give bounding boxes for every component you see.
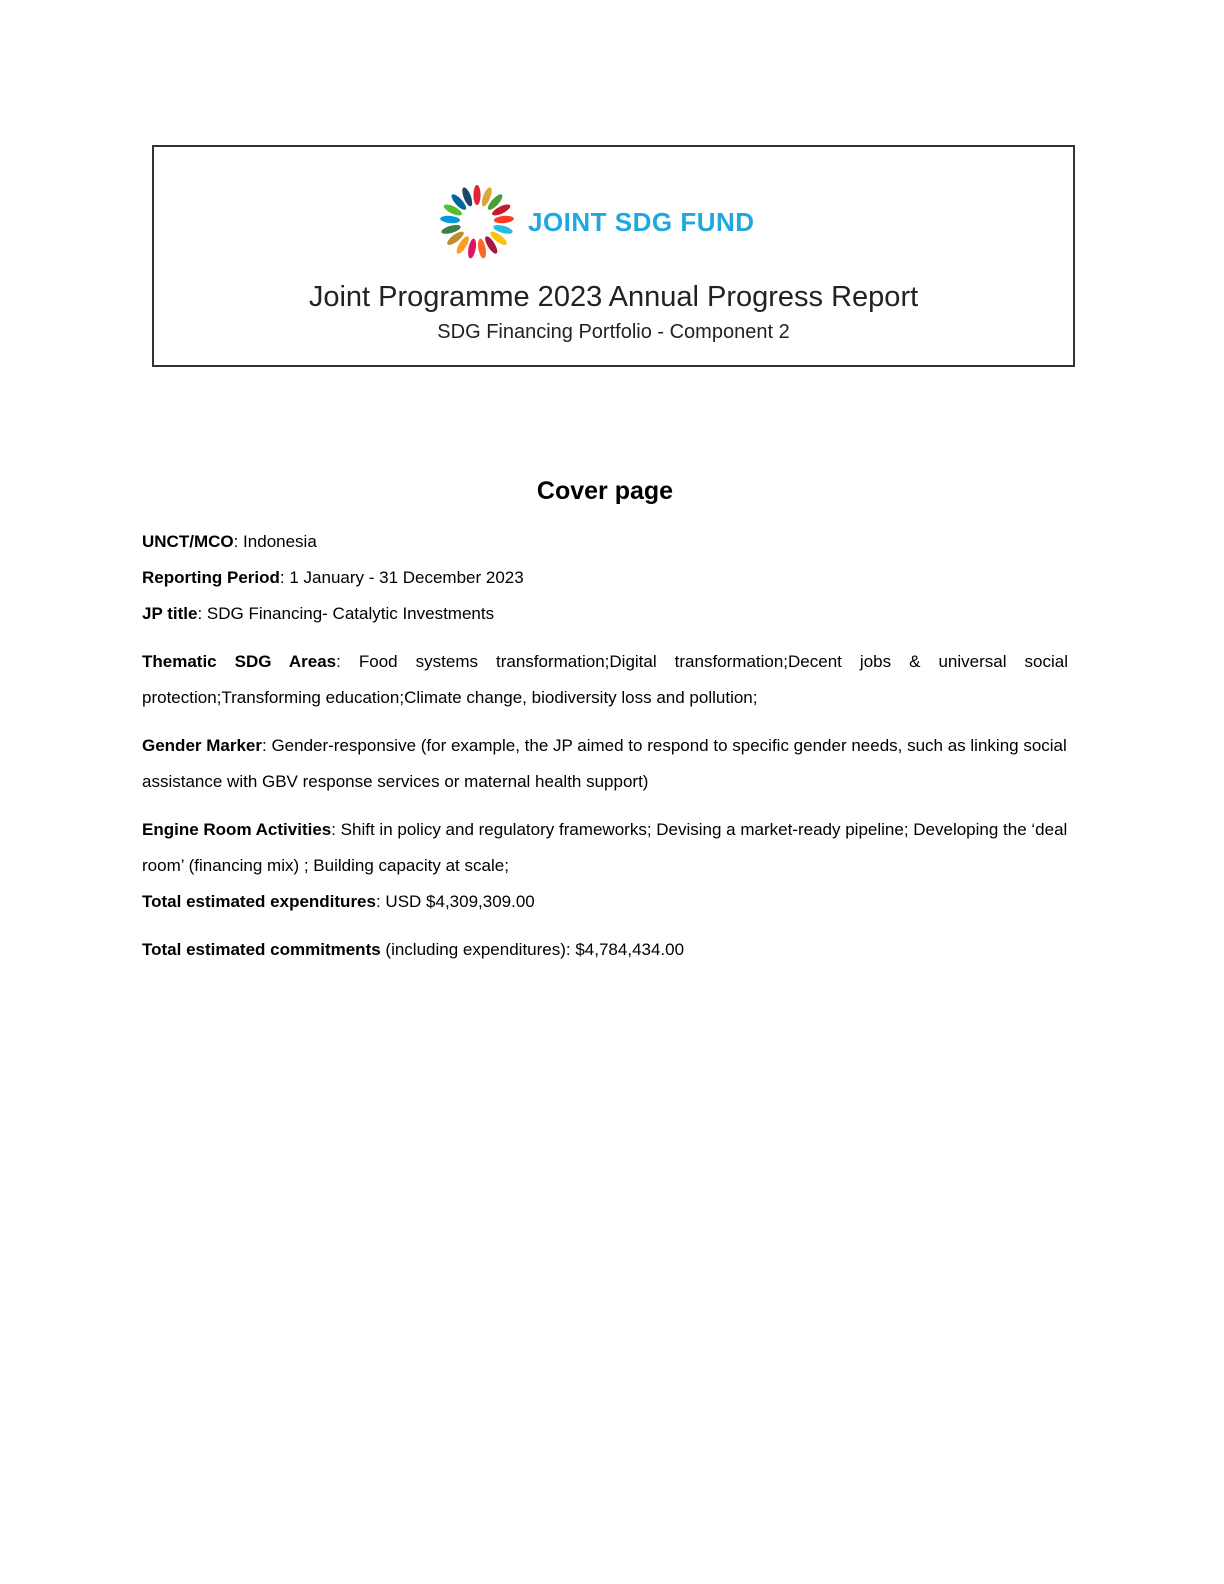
field-jp-title [142,596,1068,632]
cover-heading: Cover page [536,477,674,505]
field-label: Engine Room Activities [142,820,332,839]
field-value: : USD $4,309,309.00 [375,892,535,911]
field-value: : SDG Financing- Catalytic Investments [197,604,495,623]
report-header-box [152,145,1075,367]
report-title: Joint Programme 2023 Annual Progress Report [308,281,919,313]
logo-text: JOINT SDG FUND [528,206,755,237]
field-label: JP title [142,604,198,623]
field-gender-marker [142,728,1068,800]
field-value: : Gender-responsive (for example, the JP aimed to respond to specific gender needs, such as linking social assistance with GBV response services or maternal health support) [142,736,1067,791]
field-value: : Food systems transformation;Digital transformation;Decent jobs & universal social protection;Transforming education;Climate change, biodiversity loss and pollution; [142,652,1068,707]
field-label: Reporting Period [142,568,280,587]
field-value: : Indonesia [233,532,317,551]
field-value: (including expenditures): $4,784,434.00 [380,940,685,959]
field-total-expenditures [142,884,1068,920]
field-value: : 1 January - 31 December 2023 [279,568,524,587]
sdg-wheel-icon [434,181,520,263]
field-thematic-sdg-areas [142,644,1068,716]
report-subtitle: SDG Financing Portfolio - Component 2 [437,321,790,343]
field-label: Thematic SDG Areas [142,652,337,671]
field-engine-room-activities [142,812,1068,884]
field-total-commitments [142,932,1068,968]
field-label: UNCT/MCO [142,532,234,551]
logo-petal [473,185,480,205]
field-label: Gender Marker [142,736,262,755]
logo-petal [494,215,515,224]
field-label: Total estimated commitments [142,940,381,959]
cover-content [142,474,1068,968]
logo-petal [440,215,461,224]
joint-sdg-fund-logo [434,181,755,263]
field-label: Total estimated expenditures [142,892,376,911]
field-reporting-period [142,560,1068,596]
field-unct-mco [142,524,1068,560]
field-value: : Shift in policy and regulatory frameworks; Devising a market-ready pipeline; Developing the ‘deal room’ (financing mix) ; Building capacity at scale; [142,820,1068,875]
